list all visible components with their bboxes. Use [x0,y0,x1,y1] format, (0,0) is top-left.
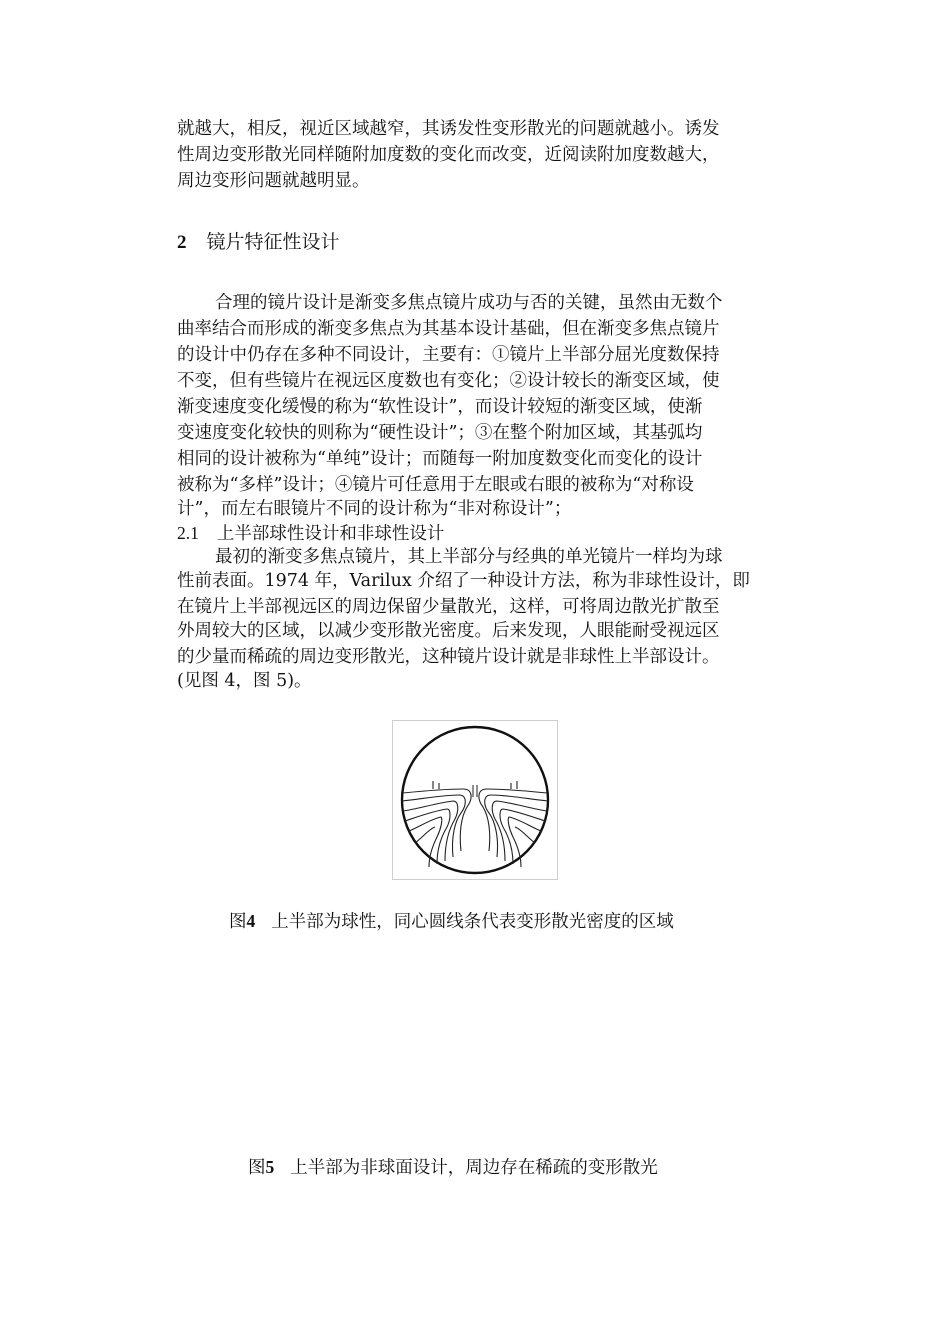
text-line: 就越大，相反，视近区域越窄，其诱发性变形散光的问题就越小。诱发 [177,119,720,139]
figure-number: 4 [246,911,256,931]
text-line: 的设计中仍存在多种不同设计，主要有：①镜片上半部分屈光度数保持 [177,345,720,365]
text-line: 变速度变化较快的则称为“硬性设计”；③在整个附加区域，其基弧均 [177,423,703,443]
figure-label: 图 [248,1158,266,1178]
text-line: 被称为“多样”设计；④镜片可任意用于左眼或右眼的被称为“对称设 [177,475,694,495]
subsection-title: 上半部球性设计和非球性设计 [216,524,445,544]
text-line: 最初的渐变多焦点镜片，其上半部分与经典的单光镜片一样均为球 [215,547,723,567]
section-heading [177,228,340,257]
text-line: 周边变形问题就越明显。 [177,171,370,191]
subsection-heading [177,520,444,547]
text-line: 合理的镜片设计是渐变多焦点镜片成功与否的关键，虽然由无数个 [215,293,723,313]
lens-outline [402,727,548,873]
figure-4-image [392,720,558,880]
figure-4-caption [229,908,674,935]
text-line: 计”，而左右眼镜片不同的设计称为“非对称设计”； [177,499,572,519]
text-line: 的少量而稀疏的周边变形散光，这种镜片设计就是非球性上半部设计。 [177,647,720,667]
figure-5-caption [248,1154,658,1181]
text-line: (见图 4，图 5)。 [177,671,312,691]
text-line: 性周边变形散光同样随附加度数的变化而改变，近阅读附加度数越大， [177,145,720,165]
subsection-number: 2.1 [177,523,199,543]
text-line: 性前表面。1974 年，Varilux 介绍了一种设计方法，称为非球性设计，即 [177,571,750,591]
section-number: 2 [177,232,187,253]
text-line: 不变，但有些镜片在视远区度数也有变化；②设计较长的渐变区域，使 [177,371,720,391]
figure-label: 图 [229,912,247,932]
center-lines [473,785,477,797]
figure-caption-text: 上半部为非球面设计，周边存在稀疏的变形散光 [290,1158,658,1178]
lens-astigmatism-diagram [393,721,557,879]
text-line: 相同的设计被称为“单纯”设计；而随每一附加度数变化而变化的设计 [177,449,703,469]
left-contours [402,781,471,867]
text-line: 外周较大的区域，以减少变形散光密度。后来发现，人眼能耐受视远区 [177,621,720,641]
section-title: 镜片特征性设计 [206,231,340,253]
figure-number: 5 [265,1157,275,1177]
text-line: 在镜片上半部视远区的周边保留少量散光，这样，可将周边散光扩散至 [177,597,720,617]
figure-caption-text: 上半部为球性，同心圆线条代表变形散光密度的区域 [271,912,674,932]
right-contours [479,781,548,867]
text-line: 曲率结合而形成的渐变多焦点为其基本设计基础，但在渐变多焦点镜片 [177,319,720,339]
text-line: 渐变速度变化缓慢的称为“软性设计”，而设计较短的渐变区域，使渐 [177,397,703,417]
